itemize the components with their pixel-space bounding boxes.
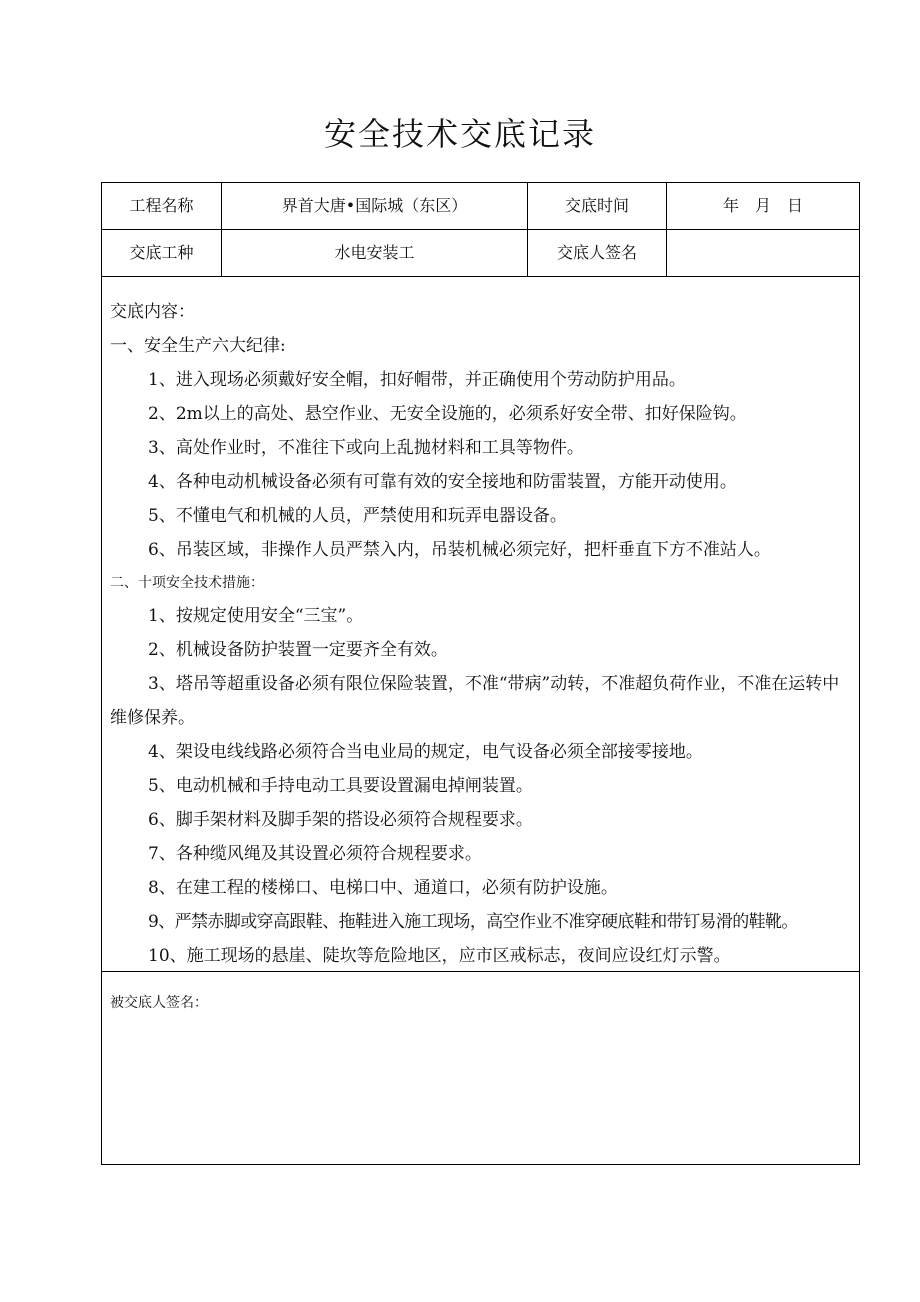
handover-signer-label: 交底人签名	[556, 243, 637, 262]
handover-signer-field[interactable]	[667, 230, 859, 276]
list-item: 2、2m以上的高处、悬空作业、无安全设施的，必须系好安全带、扣好保险钩。	[148, 404, 747, 424]
project-name-label: 工程名称	[129, 196, 194, 215]
record-table	[101, 182, 860, 1165]
list-item: 9、严禁赤脚或穿高跟鞋、拖鞋进入施工现场，高空作业不准穿硬底鞋和带钉易滑的鞋靴。	[148, 912, 798, 932]
handover-time-label: 交底时间	[564, 196, 629, 215]
content-intro: 交底内容：	[110, 302, 195, 322]
list-item: 3、塔吊等超重设备必须有限位保险装置，不准“带病”动转，不准超负荷作业，不准在运转中维修保养。	[110, 674, 840, 728]
list-item: 5、不懂电气和机械的人员，严禁使用和玩弄电器设备。	[148, 506, 567, 526]
handover-content	[110, 295, 855, 973]
row-divider	[102, 276, 859, 277]
handover-time-value: 年 月 日	[722, 196, 803, 215]
list-item: 1、进入现场必须戴好安全帽，扣好帽带，并正确使用个劳动防护用品。	[148, 370, 686, 390]
list-item: 2、机械设备防护装置一定要齐全有效。	[148, 640, 448, 660]
page-title: 安全技术交底记录	[323, 115, 596, 153]
receiver-signature-label: 被交底人签名：	[110, 995, 208, 1011]
list-item: 3、高处作业时，不准往下或向上乱抛材料和工具等物件。	[148, 438, 584, 458]
list-item: 1、按规定使用安全“三宝”。	[148, 606, 364, 626]
section2-heading: 二、十项安全技术措施：	[110, 575, 264, 591]
list-item: 5、电动机械和手持电动工具要设置漏电掉闸装置。	[148, 776, 533, 796]
trade-label: 交底工种	[129, 243, 194, 262]
section1-heading: 一、安全生产六大纪律:	[110, 336, 286, 356]
list-item: 6、吊装区域，非操作人员严禁入内，吊装机械必须完好，把杆垂直下方不准站人。	[148, 540, 771, 560]
list-item: 10、施工现场的悬崖、陡坎等危险地区，应市区戒标志，夜间应设红灯示警。	[148, 946, 731, 966]
project-name-value: 界首大唐•国际城（东区）	[281, 196, 468, 215]
list-item: 4、架设电线线路必须符合当电业局的规定，电气设备必须全部接零接地。	[148, 742, 703, 762]
list-item: 4、各种电动机械设备必须有可靠有效的安全接地和防雷装置，方能开动使用。	[148, 472, 737, 492]
trade-value: 水电安装工	[334, 243, 415, 262]
list-item: 8、在建工程的楼梯口、电梯口中、通道口，必须有防护设施。	[148, 878, 618, 898]
list-item: 6、脚手架材料及脚手架的搭设必须符合规程要求。	[148, 810, 533, 830]
list-item: 7、各种缆风绳及其设置必须符合规程要求。	[148, 844, 482, 864]
